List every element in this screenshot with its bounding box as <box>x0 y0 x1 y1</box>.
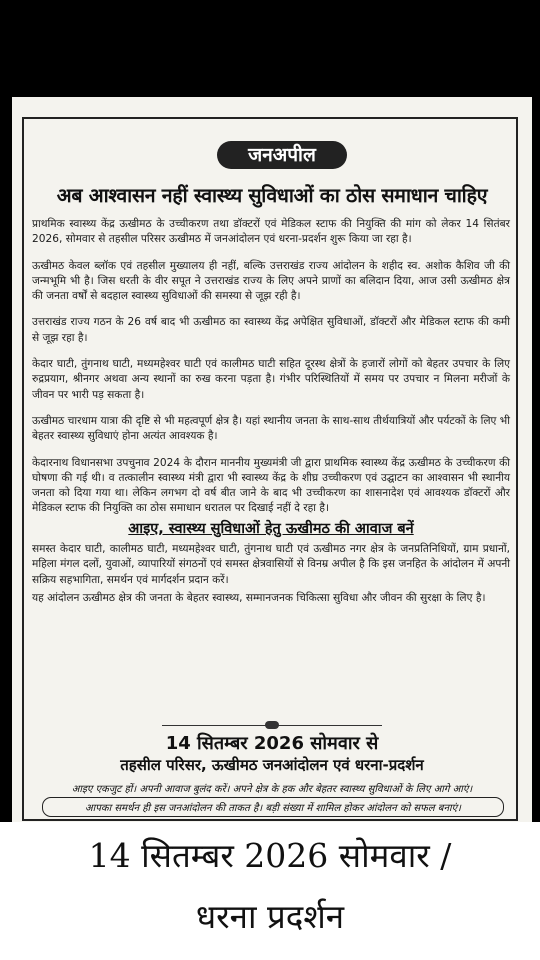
appeal-subheading: आइए, स्वास्थ्य सुविधाओं हेतु ऊखीमठ की आवाज बनें <box>128 520 414 537</box>
protest-venue: तहसील परिसर, ऊखीमठ जनआंदोलन एवं धरना-प्रदर्शन <box>120 756 424 774</box>
poster-image <box>12 97 532 822</box>
paragraph-5: ऊखीमठ चारधाम यात्रा की दृष्टि से भी महत्वपूर्ण क्षेत्र है। यहां स्थानीय जनता के साथ-साथ तीर्थयात्रियों और पर्यटकों के लिए भी बेहतर स्वास्थ्य सुविधाएं होना अत्यंत आवश्यक है। <box>32 414 510 443</box>
public-appeal-badge: जनअपील <box>217 141 347 169</box>
divider-ornament <box>265 721 279 729</box>
appeal-paragraph-1: समस्त केदार घाटी, कालीमठ घाटी, मध्यमहेश्वर घाटी, तुंगनाथ घाटी एवं ऊखीमठ नगर क्षेत्र के जनप्रतिनिधियों, ग्राम प्रधानों, महिला मंगल दलों, युवाओं, व्यापारियों संगठनों एवं समस्त क्षेत्रवासियों से विनम्र अपील है कि इस जनहित के आंदोलन में अपनी सक्रिय सहभागिता, समर्थन एवं मार्गदर्शन प्रदान करें। <box>32 543 510 586</box>
paragraph-2: ऊखीमठ केवल ब्लॉक एवं तहसील मुख्यालय ही नहीं, बल्कि उत्तराखंड राज्य आंदोलन के शहीद स्व. अशोक कैशिव जी की जन्मभूमि भी है। जिस धरती के वीर सपूत ने उत्तराखंड राज्य के लिए अपने प्राणों का बलिदान दिया, आज उसी ऊखीमठ क्षेत्र की जनता वर्षों से बदहाल स्वास्थ्य सुविधाओं की समस्या से जूझ रही है। <box>32 259 510 303</box>
poster-headline: अब आश्वासन नहीं स्वास्थ्य सुविधाओं का ठोस समाधान चाहिए <box>56 184 488 207</box>
tagline-support: आपका समर्थन ही इस जनआंदोलन की ताकत है। बड़ी संख्या में शामिल होकर आंदोलन को सफल बनाएं। <box>42 797 504 817</box>
tagline-unite: आइए एकजुट हों। अपनी आवाज बुलंद करें। अपने क्षेत्र के हक और बेहतर स्वास्थ्य सुविधाओं के लिए आगे आएं। <box>71 784 473 795</box>
top-black-bar <box>0 0 540 95</box>
paragraph-4: केदार घाटी, तुंगनाथ घाटी, मध्यमहेश्वर घाटी एवं कालीमठ घाटी सहित दूरस्थ क्षेत्रों के हजारों लोगों को बेहतर उपचार के लिए रुद्रप्रयाग, श्रीनगर अथवा अन्य स्थानों का रुख करना पड़ता है। गंभीर परिस्थितियों में समय पर उपचार न मिलना मरीजों के जीवन पर भारी पड़ सकता है। <box>32 358 510 401</box>
caption-date: 14 सितम्बर 2026 सोमवार / <box>88 836 452 875</box>
caption-protest: धरना प्रदर्शन <box>195 897 345 936</box>
paragraph-1: प्राथमिक स्वास्थ्य केंद्र ऊखीमठ के उच्चीकरण तथा डॉक्टरों एवं मेडिकल स्टाफ की नियुक्ति की मांग को लेकर 14 सितंबर 2026, सोमवार से तहसील परिसर ऊखीमठ में जनआंदोलन एवं धरना-प्रदर्शन शुरू किया जा रहा है। <box>32 218 510 246</box>
protest-date: 14 सितम्बर 2026 सोमवार से <box>165 733 379 754</box>
poster-body <box>32 217 510 609</box>
paragraph-6: केदारनाथ विधानसभा उपचुनाव 2024 के दौरान माननीय मुख्यमंत्री जी द्वारा प्राथमिक स्वास्थ्य केंद्र ऊखीमठ के उच्चीकरण की घोषणा की गई थी। व तत्कालीन स्वास्थ्य मंत्री द्वारा भी स्वास्थ्य केंद्र के शीघ्र उच्चीकरण एवं उद्घाटन का आश्वासन भी स्थानीय जनता को दिया गया था। लेकिन लगभग दो वर्ष बीत जाने के बाद भी उच्चीकरण का शासनादेश एवं आवश्यक डॉक्टरों और मेडिकल स्टाफ की नियुक्ति का ठोस समाधान धरातल पर दिखाई नहीं दे रहा है। <box>32 456 510 515</box>
paragraph-3: उत्तराखंड राज्य गठन के 26 वर्ष बाद भी ऊखीमठ का स्वास्थ्य केंद्र अपेक्षित सुविधाओं, डॉक्टरों और मेडिकल स्टाफ की कमी से जूझ रहा है। <box>32 316 510 344</box>
appeal-paragraph-2: यह आंदोलन ऊखीमठ क्षेत्र की जनता के बेहतर स्वास्थ्य, सम्मानजनक चिकित्सा सुविधा और जीवन की सुरक्षा के लिए है। <box>32 591 486 604</box>
